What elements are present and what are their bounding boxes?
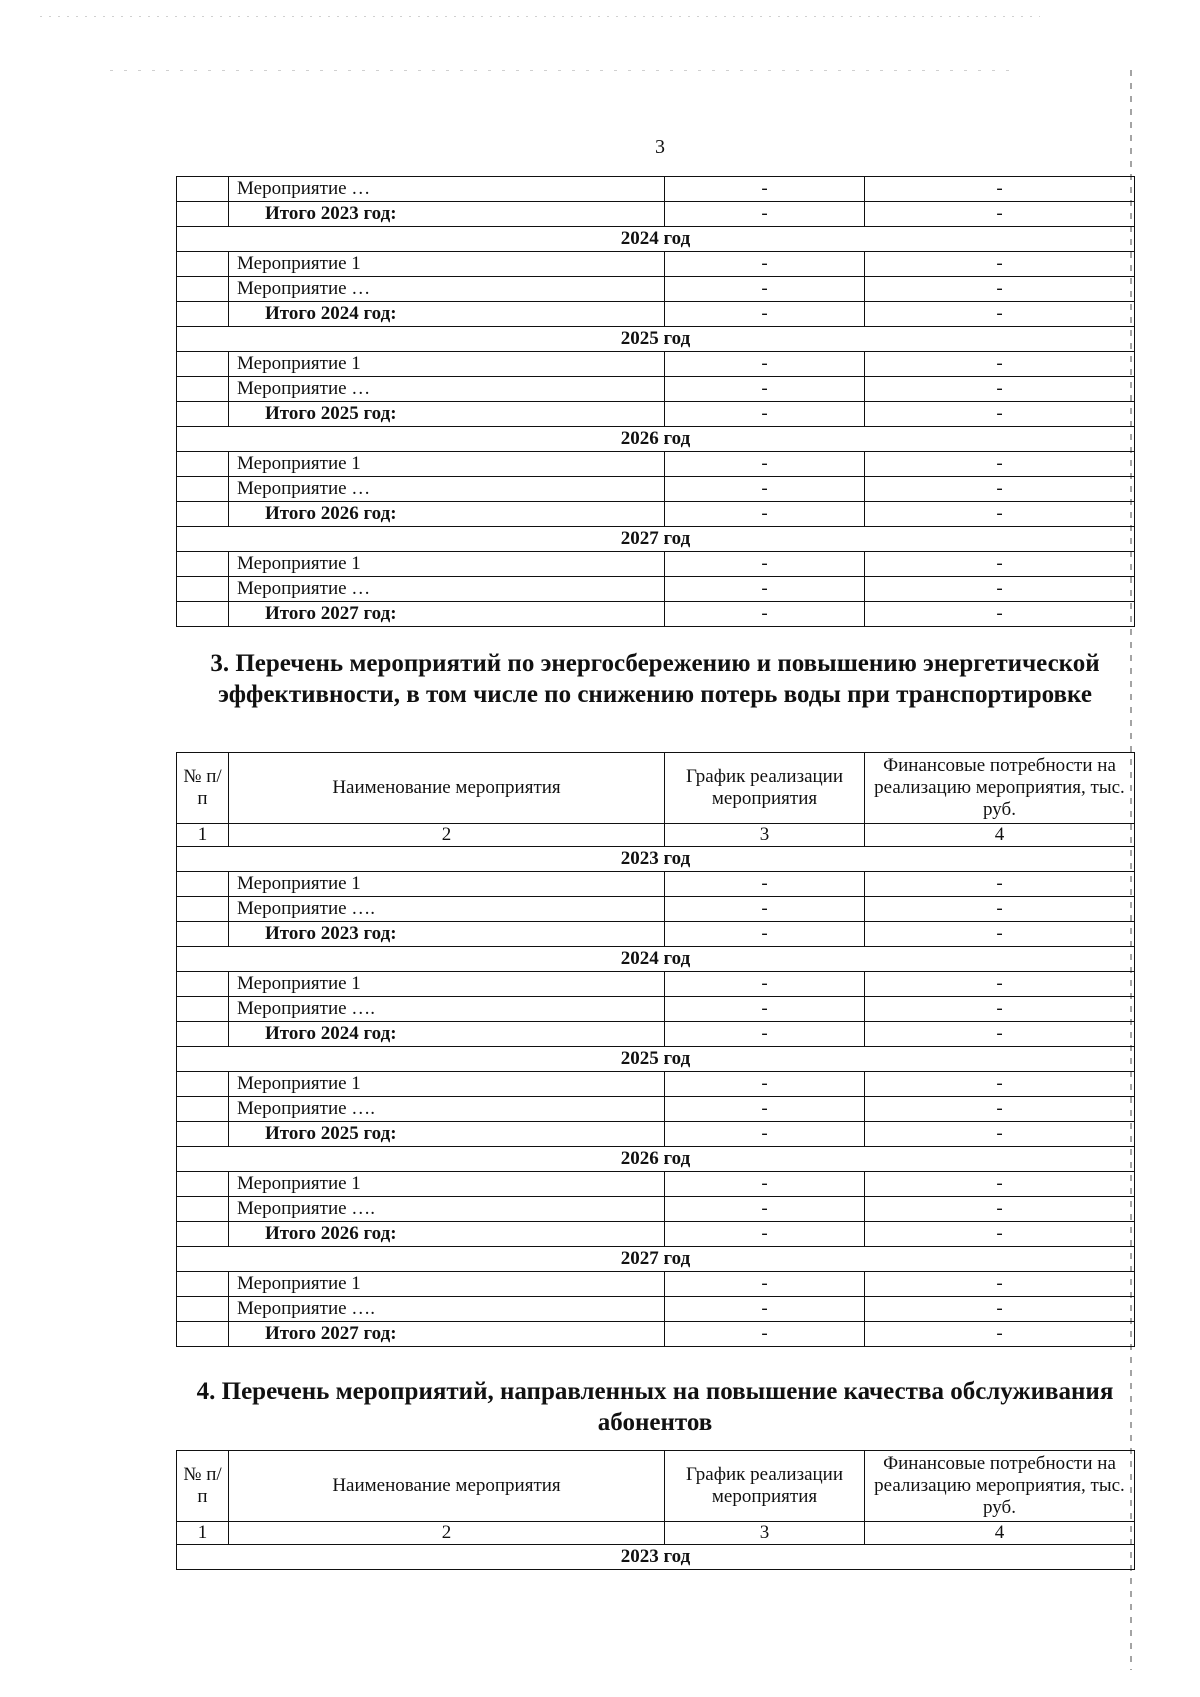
schedule-cell: - [665,577,865,602]
continued-activities-table [176,176,1135,627]
section-3-table [176,752,1135,1347]
finance-cell: - [865,302,1135,327]
schedule-cell: - [665,402,865,427]
row-num-cell [177,277,229,302]
table-header-row [177,1451,1135,1522]
finance-cell: - [865,452,1135,477]
row-num-cell [177,972,229,997]
year-header-row [177,947,1135,972]
activity-row [177,352,1135,377]
schedule-cell: - [665,202,865,227]
finance-cell: - [865,1172,1135,1197]
schedule-cell: - [665,177,865,202]
finance-cell: - [865,177,1135,202]
schedule-cell: - [665,277,865,302]
row-num-cell [177,477,229,502]
schedule-cell: - [665,1272,865,1297]
schedule-cell: - [665,1122,865,1147]
year-label: 2023 год [177,847,1135,872]
activity-row [177,552,1135,577]
activity-name: Мероприятие … [229,377,665,402]
schedule-cell: - [665,477,865,502]
schedule-cell: - [665,552,865,577]
activity-name: Мероприятие 1 [229,252,665,277]
activity-name: Мероприятие …. [229,1097,665,1122]
total-row [177,502,1135,527]
year-header-row [177,847,1135,872]
schedule-cell: - [665,377,865,402]
year-header-row [177,1545,1135,1570]
schedule-cell: - [665,1097,865,1122]
finance-cell: - [865,1297,1135,1322]
activity-name: Мероприятие 1 [229,452,665,477]
column-number: 3 [665,824,865,847]
row-num-cell [177,1072,229,1097]
table-header-row [177,753,1135,824]
row-num-cell [177,1122,229,1147]
year-label: 2027 год [177,1247,1135,1272]
total-label: Итого 2025 год: [229,402,665,427]
row-num-cell [177,1197,229,1222]
row-num-cell [177,897,229,922]
finance-cell: - [865,997,1135,1022]
schedule-cell: - [665,302,865,327]
total-row [177,1222,1135,1247]
column-number: 4 [865,824,1135,847]
finance-cell: - [865,277,1135,302]
activity-row [177,897,1135,922]
total-row [177,1022,1135,1047]
row-num-cell [177,1272,229,1297]
schedule-cell: - [665,897,865,922]
page-number: 3 [655,136,665,158]
year-label: 2024 год [177,947,1135,972]
finance-cell: - [865,352,1135,377]
total-label: Итого 2027 год: [229,1322,665,1347]
activity-row [177,377,1135,402]
finance-cell: - [865,897,1135,922]
schedule-cell: - [665,1297,865,1322]
total-label: Итого 2026 год: [229,502,665,527]
schedule-cell: - [665,1172,865,1197]
finance-cell: - [865,202,1135,227]
scan-noise-top [0,8,1200,80]
finance-cell: - [865,922,1135,947]
activity-row [177,452,1135,477]
total-row [177,302,1135,327]
year-header-row [177,527,1135,552]
activity-row [177,1172,1135,1197]
finance-cell: - [865,1197,1135,1222]
row-num-cell [177,452,229,477]
year-label: 2026 год [177,1147,1135,1172]
section-4-title: 4. Перечень мероприятий, направленных на повышение качества обслуживания абонентов [196,1378,1114,1436]
total-row [177,402,1135,427]
year-header-row [177,1247,1135,1272]
finance-cell: - [865,1122,1135,1147]
year-label: 2026 год [177,427,1135,452]
column-number: 1 [177,1522,229,1545]
total-label: Итого 2024 год: [229,302,665,327]
year-header-row [177,1147,1135,1172]
schedule-cell: - [665,997,865,1022]
header-name: Наименование мероприятия [229,1451,665,1522]
header-finance: Финансовые потребности на реализацию мероприятия, тыс. руб. [865,1451,1135,1522]
finance-cell: - [865,402,1135,427]
row-num-cell [177,1022,229,1047]
total-label: Итого 2024 год: [229,1022,665,1047]
activity-row [177,477,1135,502]
column-numbers-row [177,824,1135,847]
finance-cell: - [865,1072,1135,1097]
activity-name: Мероприятие 1 [229,1272,665,1297]
total-label: Итого 2025 год: [229,1122,665,1147]
schedule-cell: - [665,1222,865,1247]
row-num-cell [177,552,229,577]
year-label: 2024 год [177,227,1135,252]
row-num-cell [177,252,229,277]
total-row [177,602,1135,627]
activity-row [177,1297,1135,1322]
finance-cell: - [865,1097,1135,1122]
finance-cell: - [865,1222,1135,1247]
total-row [177,922,1135,947]
activity-name: Мероприятие …. [229,897,665,922]
finance-cell: - [865,972,1135,997]
activity-name: Мероприятие 1 [229,1172,665,1197]
column-number: 2 [229,1522,665,1545]
header-schedule: График реализации мероприятия [665,1451,865,1522]
activity-name: Мероприятие 1 [229,352,665,377]
finance-cell: - [865,1322,1135,1347]
total-row [177,1322,1135,1347]
header-num: № п/п [177,1451,229,1522]
schedule-cell: - [665,922,865,947]
finance-cell: - [865,1022,1135,1047]
row-num-cell [177,577,229,602]
row-num-cell [177,1297,229,1322]
schedule-cell: - [665,1197,865,1222]
activity-row [177,577,1135,602]
year-header-row [177,327,1135,352]
row-num-cell [177,1322,229,1347]
total-label: Итого 2027 год: [229,602,665,627]
section-4-table [176,1450,1135,1570]
activity-row [177,972,1135,997]
activity-name: Мероприятие … [229,577,665,602]
schedule-cell: - [665,252,865,277]
activity-row [177,872,1135,897]
activity-name: Мероприятие …. [229,997,665,1022]
year-header-row [177,1047,1135,1072]
year-label: 2023 год [177,1545,1135,1570]
finance-cell: - [865,377,1135,402]
finance-cell: - [865,1272,1135,1297]
total-label: Итого 2023 год: [229,922,665,947]
total-row [177,202,1135,227]
row-num-cell [177,1097,229,1122]
activity-name: Мероприятие 1 [229,1072,665,1097]
activity-row [177,277,1135,302]
row-num-cell [177,922,229,947]
row-num-cell [177,602,229,627]
total-row [177,1122,1135,1147]
schedule-cell: - [665,452,865,477]
header-schedule: График реализации мероприятия [665,753,865,824]
total-label: Итого 2023 год: [229,202,665,227]
column-number: 2 [229,824,665,847]
activity-name: Мероприятие … [229,477,665,502]
activity-name: Мероприятие … [229,177,665,202]
schedule-cell: - [665,502,865,527]
finance-cell: - [865,577,1135,602]
column-number: 3 [665,1522,865,1545]
year-label: 2027 год [177,527,1135,552]
header-name: Наименование мероприятия [229,753,665,824]
activity-row [177,1197,1135,1222]
activity-row [177,997,1135,1022]
activity-row [177,1072,1135,1097]
total-label: Итого 2026 год: [229,1222,665,1247]
header-num: № п/п [177,753,229,824]
row-num-cell [177,352,229,377]
year-header-row [177,227,1135,252]
schedule-cell: - [665,1322,865,1347]
schedule-cell: - [665,872,865,897]
finance-cell: - [865,252,1135,277]
row-num-cell [177,872,229,897]
activity-name: Мероприятие 1 [229,872,665,897]
schedule-cell: - [665,972,865,997]
activity-row [177,177,1135,202]
column-numbers-row [177,1522,1135,1545]
schedule-cell: - [665,1022,865,1047]
finance-cell: - [865,602,1135,627]
row-num-cell [177,302,229,327]
year-label: 2025 год [177,1047,1135,1072]
activity-row [177,252,1135,277]
activity-name: Мероприятие … [229,277,665,302]
finance-cell: - [865,872,1135,897]
header-finance: Финансовые потребности на реализацию мероприятия, тыс. руб. [865,753,1135,824]
activity-name: Мероприятие 1 [229,552,665,577]
activity-row [177,1272,1135,1297]
activity-name: Мероприятие 1 [229,972,665,997]
row-num-cell [177,997,229,1022]
finance-cell: - [865,477,1135,502]
row-num-cell [177,1222,229,1247]
section-3-title: 3. Перечень мероприятий по энергосбережению и повышению энергетической эффективности, в том числе по снижению потерь воды при транспортировке [210,650,1100,708]
activity-name: Мероприятие …. [229,1297,665,1322]
column-number: 1 [177,824,229,847]
activity-name: Мероприятие …. [229,1197,665,1222]
schedule-cell: - [665,1072,865,1097]
year-label: 2025 год [177,327,1135,352]
row-num-cell [177,377,229,402]
row-num-cell [177,1172,229,1197]
column-number: 4 [865,1522,1135,1545]
activity-row [177,1097,1135,1122]
schedule-cell: - [665,602,865,627]
finance-cell: - [865,552,1135,577]
row-num-cell [177,177,229,202]
finance-cell: - [865,502,1135,527]
row-num-cell [177,502,229,527]
schedule-cell: - [665,352,865,377]
row-num-cell [177,202,229,227]
year-header-row [177,427,1135,452]
row-num-cell [177,402,229,427]
